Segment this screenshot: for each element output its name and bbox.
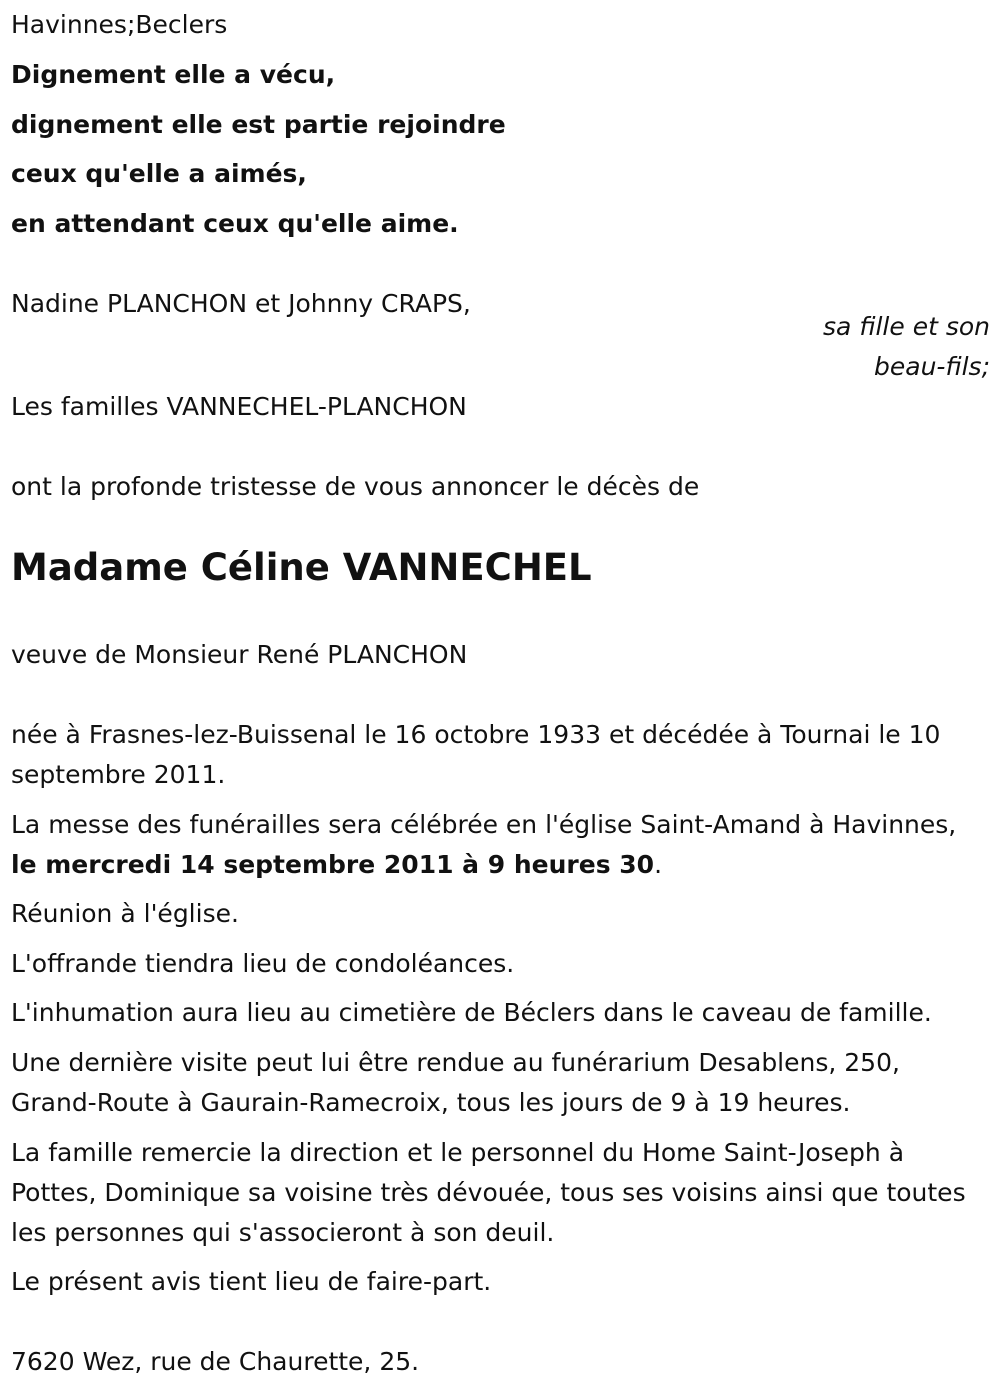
daughter-relation-2: beau-fils;	[874, 352, 990, 381]
poem-line-1: Dignement elle a vécu,	[11, 60, 336, 89]
ceremony-intro: La messe des funérailles sera célébrée en l'église Saint-Amand à Havinnes,	[11, 810, 957, 839]
poem-line-2: dignement elle est partie rejoindre	[11, 110, 506, 139]
visit-paragraph: Une dernière visite peut lui être rendue au funérarium Desablens, 250, Grand-Route à Gaurain-Ramecroix, tous les jours de 9 à 19 heures.	[11, 1048, 900, 1117]
spouse-line: veuve de Monsieur René PLANCHON	[11, 640, 468, 669]
header-place: Havinnes;Beclers	[11, 10, 228, 39]
poem-line-3: ceux qu'elle a aimés,	[11, 159, 307, 188]
address-line: 7620 Wez, rue de Chaurette, 25.	[11, 1347, 420, 1376]
deceased-name: Madame Céline VANNECHEL	[11, 546, 592, 589]
burial-line: L'inhumation aura lieu au cimetière de Béclers dans le caveau de famille.	[11, 998, 932, 1027]
daughter-line: Nadine PLANCHON et Johnny CRAPS,	[11, 289, 471, 318]
ceremony-date-time: le mercredi 14 septembre 2011 à 9 heures 30	[11, 850, 655, 879]
meeting-line: Réunion à l'église.	[11, 899, 239, 928]
offering-line: L'offrande tiendra lieu de condoléances.	[11, 949, 515, 978]
announcement: ont la profonde tristesse de vous annoncer le décès de	[11, 472, 700, 501]
notice-line: Le présent avis tient lieu de faire-part.	[11, 1267, 492, 1296]
birth-death-paragraph: née à Frasnes-lez-Buissenal le 16 octobre 1933 et décédée à Tournai le 10 septembre 2011.	[11, 720, 941, 789]
ceremony-paragraph	[11, 805, 986, 885]
ceremony-end: .	[654, 850, 663, 879]
thanks-paragraph: La famille remercie la direction et le personnel du Home Saint-Joseph à Pottes, Dominique sa voisine très dévouée, tous ses voisins ainsi que toutes les personnes qui s'associeront à son deuil.	[11, 1138, 966, 1247]
families-line: Les familles VANNECHEL-PLANCHON	[11, 392, 467, 421]
daughter-relation-1: sa fille et son	[823, 312, 990, 341]
poem-line-4: en attendant ceux qu'elle aime.	[11, 209, 459, 238]
